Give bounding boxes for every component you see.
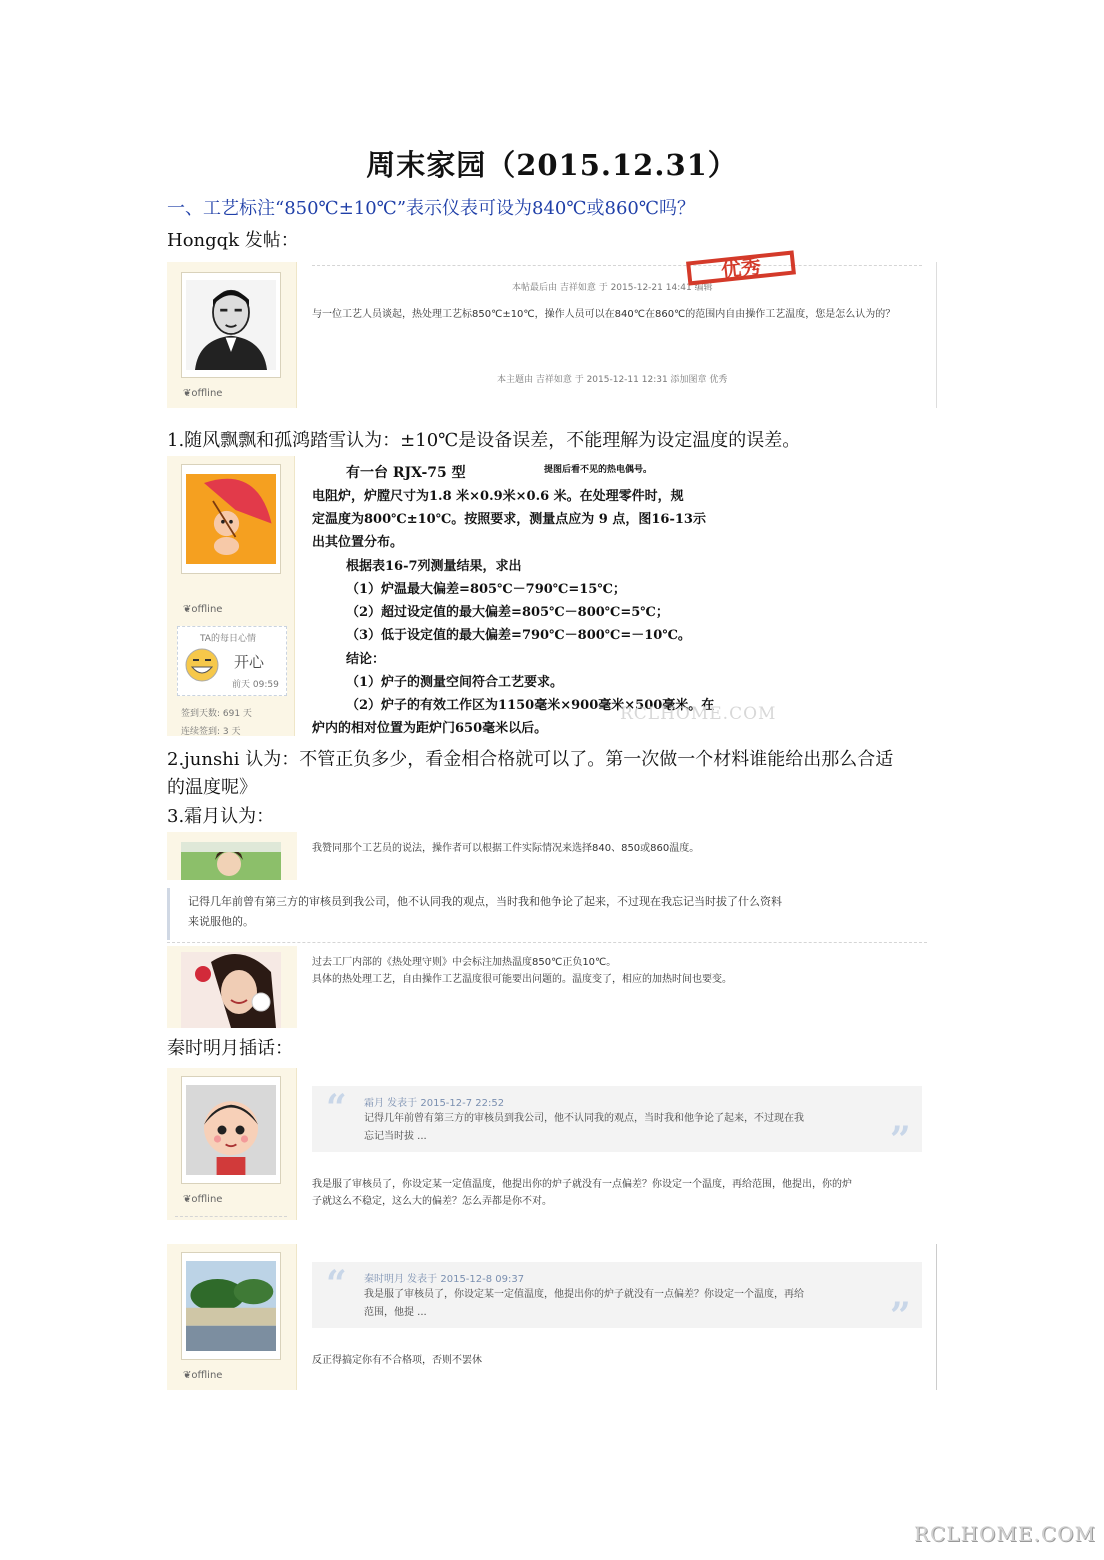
post-sidebar <box>167 456 295 736</box>
cartoon-girl-icon <box>186 1081 276 1179</box>
status-icon: ❦ <box>183 1194 192 1205</box>
scan-line: 有一台 RJX-75 型 <box>346 465 466 481</box>
happy-face-icon <box>184 647 220 683</box>
sign-streak: 连续签到: 3 天 <box>181 727 241 737</box>
sign-days: 签到天数: 691 天 <box>181 709 252 719</box>
opinion-2-line-1: 2.junshi 认为：不管正负多少，看金相合格就可以了。第一次做一个材料谁能给出那么合适 <box>167 749 894 770</box>
woman-rose-photo-icon <box>181 952 281 1028</box>
quote-line: 我是服了审核员了，你设定某一定值温度，他提出你的炉子就没有一点偏差？你设定一个温度，再给 <box>364 1289 804 1300</box>
opinion-2-line-2: 的温度呢》 <box>167 777 257 798</box>
close-quote-icon: ” <box>890 1295 911 1337</box>
forum-post-4 <box>167 1068 927 1220</box>
scan-line: 出其位置分布。 <box>312 535 404 550</box>
forum-post-3 <box>167 832 927 1028</box>
mood-label: 开心 <box>234 653 265 671</box>
mood-title: TA的每日心情 <box>200 634 256 644</box>
forum-post-5 <box>167 1244 937 1390</box>
offline-status: ❦offline <box>183 1370 223 1381</box>
excellent-stamp: 优秀 <box>686 250 796 285</box>
post-sidebar <box>167 1244 297 1390</box>
post-body: 具体的热处理工艺，自由操作工艺温度很可能要出问题的。温度变了，相应的加热时间也要变。 <box>312 974 732 985</box>
quote-line: 忘记当时拔 ... <box>364 1131 427 1142</box>
post-sidebar <box>167 262 297 408</box>
quote-header: 霜月 发表于 2015-12-7 22:52 <box>364 1098 505 1109</box>
post-body: 过去工厂内部的《热处理守则》中会标注加热温度850℃正负10℃。 <box>312 957 617 968</box>
status-icon: ❦ <box>183 604 192 615</box>
quote-line: 范围，他提 ... <box>364 1307 427 1318</box>
quote-header: 秦时明月 发表于 2015-12-8 09:37 <box>364 1274 525 1285</box>
stamp-footer: 本主题由 吉祥如意 于 2015-12-11 12:31 添加图章 优秀 <box>497 375 728 385</box>
post-body: 我赞同那个工艺员的说法，操作者可以根据工件实际情况来选择840、850或860温度。 <box>312 843 700 854</box>
scan-line: （1）炉温最大偏差=805℃－790℃=15℃； <box>346 582 626 597</box>
status-icon: ❦ <box>183 388 192 399</box>
post-body: 子就这么不稳定，这么大的偏差？怎么弄都是你不对。 <box>312 1196 552 1207</box>
interjection-label: 秦时明月插话： <box>167 1038 293 1059</box>
post-by-label: Hongqk 发帖： <box>167 230 299 251</box>
scan-line: （3）低于设定值的最大偏差=790℃－800℃=－10℃。 <box>346 628 691 643</box>
post-body: 反正得搞定你有不合格项，否则不罢休 <box>312 1355 482 1366</box>
quote-line: 记得几年前曾有第三方的审核员到我公司，他不认同我的观点，当时我和他争论了起来，不过现在我忘记当时拔了什么资料 <box>188 895 782 908</box>
avatar <box>181 272 281 378</box>
edit-meta: 本帖最后由 吉祥如意 于 2015-12-21 14:41 编辑 <box>512 283 713 293</box>
quote-block <box>312 1262 922 1337</box>
landscape-photo-icon <box>186 1257 276 1355</box>
scan-line: 根据表16-7列测量结果，求出 <box>346 559 522 574</box>
divider <box>312 265 922 266</box>
quote-block <box>312 1086 922 1161</box>
close-quote-icon: ” <box>890 1119 911 1161</box>
post-sidebar <box>167 946 297 1028</box>
open-quote-icon: “ <box>326 1087 347 1129</box>
open-quote-icon: “ <box>326 1263 347 1305</box>
opinion-1: 1.随风飘飘和孤鸿踏雪认为：±10℃是设备误差，不能理解为设定温度的误差。 <box>167 430 801 451</box>
avatar <box>181 464 281 574</box>
offline-status: ❦offline <box>183 388 223 399</box>
scan-note: 提图后看不见的热电偶号。 <box>544 465 653 475</box>
scan-line: （2）炉子的有效工作区为1150毫米×900毫米×500毫米。在 <box>346 698 715 713</box>
status-icon: ❦ <box>183 1370 192 1381</box>
girl-photo-icon <box>181 842 281 880</box>
offline-status: ❦offline <box>183 604 223 615</box>
post-body: 与一位工艺人员谈起，热处理工艺标850℃±10℃，操作人员可以在840℃在860℃的范围内自由操作工艺温度，您是怎么认为的？ <box>312 309 896 320</box>
man-portrait-icon <box>186 277 276 373</box>
scan-line: 定温度为800℃±10℃。按照要求，测量点应为 9 点，图16-13示 <box>312 512 706 527</box>
scan-line: 结论： <box>346 652 386 667</box>
post-sidebar <box>167 1068 297 1220</box>
scan-line: 电阻炉，炉膛尺寸为1.8 米×0.9米×0.6 米。在处理零件时，规 <box>312 489 684 504</box>
cartoon-umbrella-icon <box>186 469 276 569</box>
divider <box>175 1216 287 1217</box>
page-title: 周末家园（2015.12.31） <box>366 148 738 182</box>
site-watermark: RCLHOME.COM <box>913 1522 1096 1546</box>
divider <box>167 942 927 943</box>
offline-status: ❦offline <box>183 1194 223 1205</box>
quote-line: 记得几年前曾有第三方的审核员到我公司，他不认同我的观点，当时我和他争论了起来，不过现在我 <box>364 1113 804 1124</box>
quote-line: 来说服他的。 <box>188 915 254 928</box>
avatar <box>181 1076 281 1184</box>
forum-post-1 <box>167 253 937 408</box>
scan-line: 炉内的相对位置为距炉门650毫米以后。 <box>312 721 548 736</box>
image-watermark: RCLHOME.COM <box>620 704 777 724</box>
opinion-3: 3.霜月认为： <box>167 806 275 827</box>
daily-mood-box <box>177 626 287 696</box>
mood-time: 前天 09:59 <box>232 680 279 690</box>
post-sidebar <box>167 832 297 880</box>
quote-block <box>167 888 927 940</box>
avatar <box>181 1252 281 1360</box>
question-heading: 一、工艺标注“850℃±10℃”表示仪表可设为840℃或860℃吗？ <box>167 198 696 219</box>
scan-line: （2）超过设定值的最大偏差=805℃－800℃=5℃； <box>346 605 669 620</box>
scan-line: （1）炉子的测量空间符合工艺要求。 <box>346 675 564 690</box>
post-body: 我是服了审核员了，你设定某一定值温度，他提出你的炉子就没有一点偏差？你设定一个温度，再给范围，他提出，你的炉 <box>312 1179 852 1190</box>
